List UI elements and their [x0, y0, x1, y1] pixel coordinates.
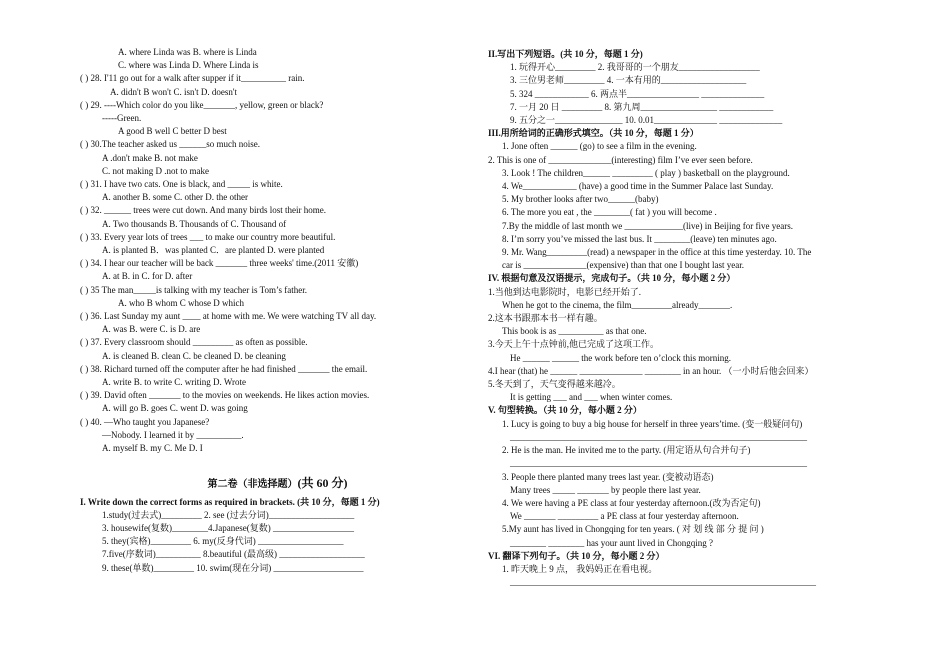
question-line: 7. 一月 20 日 _________ 8. 第九周_________________ ____________ — [510, 101, 774, 112]
question-line: ( ) 39. David often _______ to the movies on weekends. He likes action movies. — [80, 390, 370, 401]
section2-score: (共 60 分) — [297, 476, 348, 491]
section2-title — [80, 477, 475, 491]
question-line: ( ) 37. Every classroom should _________ as often as possible. — [80, 337, 308, 348]
part4-heading: IV. 根据句意及汉语提示，完成句子。（共 10 分，每小题 2 分） — [488, 273, 736, 284]
question-line: ( ) 34. I hear our teacher will be back _______ three weeks' time.(2011 安徽) — [80, 258, 359, 269]
question-line: We _______ _________ a PE class at four yesterday afternoon. — [510, 511, 739, 522]
question-line: A .don't make B. not make — [102, 152, 198, 163]
question-line: —Nobody. I learned it by __________. — [102, 429, 244, 440]
part3-questions — [488, 140, 876, 272]
question-line: A. write B. to write C. writing D. Wrote — [102, 377, 246, 388]
question-line: __________________________________________________________________ — [510, 431, 807, 442]
left-column — [80, 46, 475, 575]
part3-heading: III.用所给词的正确形式填空。（共 10 分，每题 1 分） — [488, 128, 699, 139]
question-line: 1.当他到达电影院时，电影已经开始了. — [488, 286, 642, 297]
question-line: 5.冬天到了，天气变得越来越冷。 — [488, 379, 621, 390]
question-line: ( ) 30.The teacher asked us ______so much noise. — [80, 139, 260, 150]
question-line: -----Green. — [102, 113, 142, 124]
question-line: 5. 324 ____________ 6. 两点半________________ ______________ — [510, 88, 765, 99]
question-line: 3. 三位男老师_________ 4. 一本有用的___________________ — [510, 75, 747, 86]
part1-heading: I. Write down the correct forms as required in brackets. (共 10 分，每题 1 分) — [80, 496, 380, 507]
question-line: ( ) 35 The man_____is talking with my teacher is Tom’s father. — [80, 284, 307, 295]
right-column — [488, 48, 876, 589]
question-line: 7.By the middle of last month we _____________(live) in Beijing for five years. — [502, 220, 793, 231]
part4-questions — [488, 286, 876, 405]
question-line: It is getting ___ and ___ when winter comes. — [510, 392, 673, 403]
question-line: When he got to the cinema, the film_________already_______. — [502, 299, 733, 310]
part5-heading: V. 句型转换。（共 10 分，每小题 2 分） — [488, 405, 642, 416]
question-line: C. where was Linda D. Where Linda is — [118, 60, 259, 71]
question-line: 7.five(序数词)__________ 8.beautiful (最高级) ___________________ — [102, 549, 365, 560]
question-line: 1. Jone often ______ (go) to see a film in the evening. — [502, 141, 697, 152]
question-line: A. will go B. goes C. went D. was going — [102, 403, 248, 414]
part6-heading: VI. 翻译下列句子。（共 10 分，每小题 2 分） — [488, 550, 665, 561]
question-line: A. was B. were C. is D. are — [102, 324, 201, 335]
question-line: 8. I’m sorry you’ve missed the last bus. It ________(leave) ten minutes ago. — [502, 233, 777, 244]
question-line: 3. Look ! The children______ _________ ( play ) basketball on the playground. — [502, 167, 790, 178]
question-line: __________________________________________________________________ — [510, 458, 807, 469]
question-line: ________ ________ has your aunt lived in Chongqing ? — [510, 537, 713, 548]
question-line: A. didn't B won't C. isn't D. doesn't — [110, 86, 237, 97]
question-line: ( ) 32. ______ trees were cut down. And many birds lost their home. — [80, 205, 326, 216]
question-line: 9. 五分之一_______________ 10. 0.01______________ ______________ — [510, 115, 783, 126]
question-line: ( ) 36. Last Sunday my aunt ____ at home with me. We were watching TV all day. — [80, 311, 377, 322]
question-line: 9. Mr. Wang_________(read) a newspaper in the office at this time yesterday. 10. The — [502, 247, 812, 258]
question-line: 6. The more you eat , the ________( fat ) you will become . — [502, 207, 717, 218]
question-line: A. myself B. my C. Me D. I — [102, 443, 203, 454]
part2-questions — [488, 61, 876, 127]
part1-questions — [80, 509, 475, 575]
question-line: 3. housewife(复数)________4.Japanese(复数) __________________ — [102, 522, 354, 533]
question-line: 1. 昨天晚上 9 点， 我妈妈正在看电视。 — [502, 563, 658, 574]
question-line: A. Two thousands B. Thousands of C. Thousand of — [102, 218, 287, 229]
question-line: 2. This is one of ______________(interesting) film I’ve ever seen before. — [488, 154, 753, 165]
question-line: 2.这本书跟那本书一样有趣。 — [488, 313, 603, 324]
question-line: This book is as __________ as that one. — [502, 326, 647, 337]
question-line: 5. My brother looks after two______(baby) — [502, 194, 659, 205]
question-line: A. is planted B．was planted C．are planted D. were planted — [102, 245, 325, 256]
question-line: 5. they(宾格)_________ 6. my(反身代词) ___________________ — [102, 536, 344, 547]
question-line: A good B well C better D best — [118, 126, 227, 137]
question-line: 3. People there planted many trees last year. (变被动语态) — [502, 471, 714, 482]
part6-questions — [488, 563, 876, 589]
question-line: 5.My aunt has lived in Chongqing for ten years. ( 对 划 线 部 分 提 问 ) — [502, 524, 764, 535]
question-line: car is ______________(expensive) than that one I bought last year. — [502, 260, 744, 271]
multiple-choice-questions — [80, 46, 475, 455]
section2-title-text: 第二卷（非选择题） — [207, 479, 298, 491]
question-line: 1. Lucy is going to buy a big house for herself in three years’time. (变一般疑问句) — [502, 418, 803, 429]
question-line: 3.今天上午十点钟前,他已完成了这项工作。 — [488, 339, 660, 350]
question-line: ( ) 33. Every year lots of trees ___ to make our country more beautiful. — [80, 231, 336, 242]
part5-questions — [488, 418, 876, 550]
question-line: A. where Linda was B. where is Linda — [118, 47, 257, 57]
question-line: 4.I hear (that) he ______ ______________ ________ in an hour. （一小时后他会回来） — [488, 365, 814, 376]
question-line: He ______ ______ the work before ten o’clock this morning. — [510, 352, 731, 363]
question-line: A. another B. some C. other D. the other — [102, 192, 248, 203]
question-line: ( ) 29. ----Which color do you like_______, yellow, green or black? — [80, 99, 324, 110]
question-line: A. at B. in C. for D. after — [102, 271, 193, 282]
question-line: A. is cleaned B. clean C. be cleaned D. be cleaning — [102, 350, 286, 361]
question-line: ( ) 38. Richard turned off the computer after he had finished _______ the email. — [80, 363, 368, 374]
question-line: 1.study(过去式)_________ 2. see (过去分词)___________________ — [102, 509, 355, 520]
question-line: 2. He is the man. He invited me to the party. (用定语从句合并句子) — [502, 445, 751, 456]
question-line: ( ) 28. I'11 go out for a walk after supper if it__________ rain. — [80, 73, 305, 84]
question-line: 1. 玩得开心_________ 2. 我哥哥的一个朋友__________________ — [510, 62, 760, 73]
question-line: Many trees _____ _______ by people there last year. — [510, 484, 701, 495]
question-line: 4. We were having a PE class at four yesterday afternoon.(改为否定句) — [502, 497, 761, 508]
question-line: A. who B whom C whose D which — [118, 297, 244, 308]
question-line: ( ) 40. —Who taught you Japanese? — [80, 416, 210, 427]
question-line: ( ) 31. I have two cats. One is black, and _____ is white. — [80, 179, 283, 190]
part2-heading: II.写出下列短语。(共 10 分，每题 1 分) — [488, 49, 643, 59]
question-line: 9. these(单数)_________ 10. swim(现在分词) ____________________ — [102, 562, 364, 573]
question-line: 4. We____________ (have) a good time in the Summer Palace last Sunday. — [502, 181, 774, 192]
question-line: ____________________________________________________________________ — [510, 577, 816, 588]
question-line: C. not making D .not to make — [102, 165, 209, 176]
